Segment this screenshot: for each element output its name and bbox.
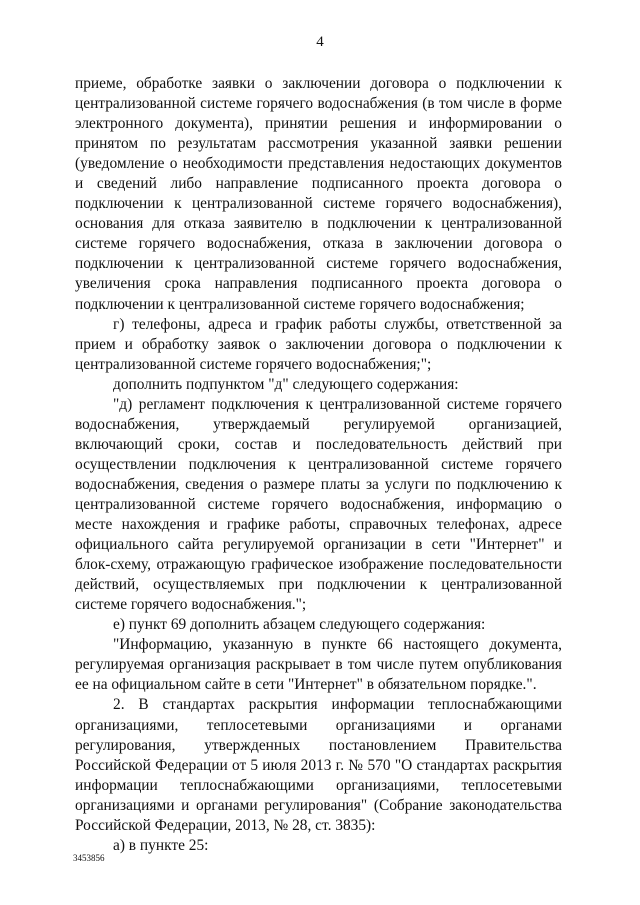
paragraph-quote: "Информацию, указанную в пункте 66 настоящего документа, регулируемая организация раскрывает в том числе путем опубликования ее на официальном сайте в сети "Интернет" в обязательном порядке.". bbox=[75, 636, 562, 694]
paragraph-item-d: "д) регламент подключения к централизованной системе горячего водоснабжения, утверждаемый регулируемой организацией, включающий сроки, состав и последовательность действий при осуществлении подключения к централизованной системе горячего водоснабжения, сведения о размере платы за услуги по подключению к централизованной системе горячего водоснабжения, информацию о месте нахождения и графике работы, справочных телефонах, адресе официального сайта регулируемой организации в сети "Интернет" и блок-схему, отражающую графическое изображение последовательности действий, осуществляемых при подключении к централизованной системе горячего водоснабжения."; bbox=[75, 395, 562, 614]
paragraph-section-2: 2. В стандартах раскрытия информации теплоснабжающими организациями, теплосетевыми организациями и органами регулирования, утвержденных постановлением Правительства Российской Федерации от 5 июля 2013 г. № 570 "О стандартах раскрытия информации теплоснабжающими организациями, теплосетевыми организациями и органами регулирования" (Собрание законодательства Российской Федерации, 2013, № 28, ст. 3835): bbox=[75, 696, 562, 834]
document-code: 3453856 bbox=[73, 853, 105, 863]
paragraph-continuation: приеме, обработке заявки о заключении договора о подключении к централизованной системе горячего водоснабжения (в том числе в форме электронного документа), принятии решения и информировании о принятом по результатам рассмотрения указанной заявки решении (уведомление о необходимости представления недостающих документов и сведений либо направление подписанного проекта договора о подключении к централизованной системе горячего водоснабжения), основания для отказа заявителю в подключении к централизованной системе горячего водоснабжения, отказа в заключении договора о подключении к централизованной системе горячего водоснабжения, увеличения срока направления подписанного проекта договора о подключении к централизованной системе горячего водоснабжения; bbox=[75, 75, 562, 313]
page-number: 4 bbox=[316, 34, 324, 50]
document-body bbox=[75, 74, 562, 856]
paragraph-item-g: г) телефоны, адреса и график работы службы, ответственной за прием и обработку заявок о заключении договора о подключении к централизованной системе горячего водоснабжения;"; bbox=[75, 315, 562, 373]
paragraph-item-a: а) в пункте 25: bbox=[113, 836, 209, 854]
paragraph-add-subitem-d: дополнить подпунктом "д" следующего содержания: bbox=[113, 375, 459, 393]
paragraph-item-e: е) пункт 69 дополнить абзацем следующего содержания: bbox=[113, 616, 486, 634]
